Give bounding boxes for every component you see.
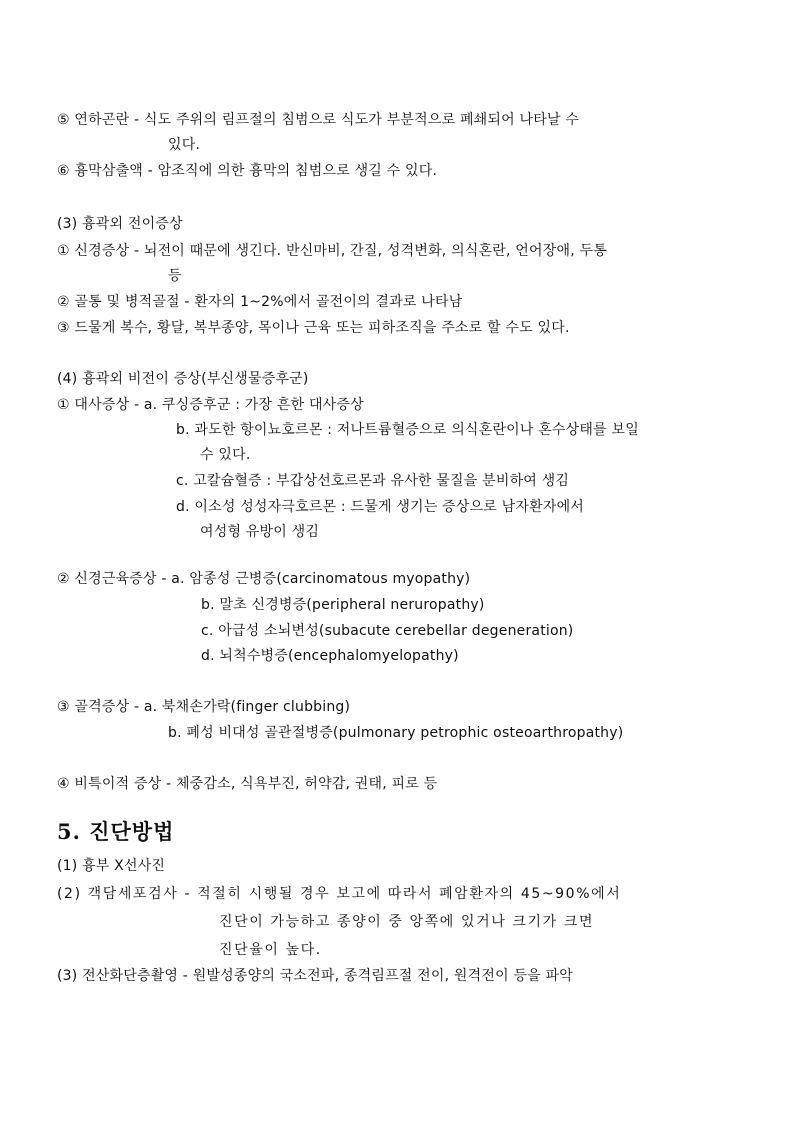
sec3-item-2: ② 골통 및 병적골절 - 환자의 1~2%에서 골전이의 결과로 나타남	[57, 294, 463, 310]
neuromuscular-item-b: b. 말초 신경병증(peripheral neruropathy)	[201, 597, 485, 613]
sec3-item-1: ① 신경증상 - 뇌전이 때문에 생긴다. 반신마비, 간질, 성격변화, 의식혼란, 언어장애, 두통	[57, 243, 607, 259]
item-5-line: ⑤ 연하곤란 - 식도 주위의 림프절의 침범으로 식도가 부분적으로 폐쇄되어 나타날 수	[57, 112, 580, 128]
metabolic-item-c: c. 고칼슘혈증 : 부갑상선호르몬과 유사한 물질을 분비하여 생김	[176, 473, 570, 489]
nonspecific-symptoms: ④ 비특이적 증상 - 체중감소, 식욕부진, 허약감, 권태, 피로 등	[57, 776, 438, 792]
sec5-item-1: (1) 흉부 X선사진	[57, 858, 166, 874]
section-3-title: (3) 흉곽외 전이증상	[57, 216, 183, 232]
skeletal-item-a: ③ 골격증상 - a. 북채손가락(finger clubbing)	[57, 699, 351, 715]
sec5-item-3: (3) 전산화단층촬영 - 원발성종양의 국소전파, 종격림프절 전이, 원격전이 등을 파악	[57, 968, 574, 984]
sec5-item-2-continuation-2: 진단율이 높다.	[219, 942, 322, 958]
neuromuscular-item-d: d. 뇌척수병증(encephalomyelopathy)	[201, 648, 459, 664]
item-5-continuation: 있다.	[168, 137, 201, 153]
metabolic-item-a: ① 대사증상 - a. 쿠싱증후군 : 가장 흔한 대사증상	[57, 397, 364, 413]
sec3-item-3: ③ 드물게 복수, 황달, 복부종양, 목이나 근육 또는 피하조직을 주소로 할 수도 있다.	[57, 320, 570, 336]
skeletal-item-b: b. 폐성 비대성 골관절병증(pulmonary petrophic osteoarthropathy)	[168, 725, 624, 741]
metabolic-item-d: d. 이소성 성성자극호르몬 : 드물게 생기는 증상으로 남자환자에서	[176, 499, 585, 515]
metabolic-item-b-continuation: 수 있다.	[200, 447, 251, 463]
neuromuscular-item-a: ② 신경근육증상 - a. 암종성 근병증(carcinomatous myopathy)	[57, 571, 471, 587]
item-6-pleural-effusion: ⑥ 흉막삼출액 - 암조직에 의한 흉막의 침범으로 생길 수 있다.	[57, 163, 438, 179]
section-4-title: (4) 흉곽외 비전이 증상(부신생물증후군)	[57, 371, 309, 387]
metabolic-item-b: b. 과도한 항이뇨호르몬 : 저나트륨혈증으로 의식혼란이나 혼수상태를 보일	[176, 422, 639, 438]
metabolic-item-d-continuation: 여성형 유방이 생김	[200, 524, 320, 540]
sec3-item-1-continuation: 등	[168, 268, 182, 284]
sec5-item-2-continuation-1: 진단이 가능하고 종양이 중 앙쪽에 있거나 크기가 크면	[219, 914, 595, 930]
sec5-item-2: (2) 객담세포검사 - 적절히 시행될 경우 보고에 따라서 폐암환자의 45~90%에서	[57, 886, 622, 902]
neuromuscular-item-c: c. 아급성 소뇌변성(subacute cerebellar degeneration)	[201, 623, 574, 639]
section-5-heading: 5. 진단방법	[57, 819, 175, 844]
